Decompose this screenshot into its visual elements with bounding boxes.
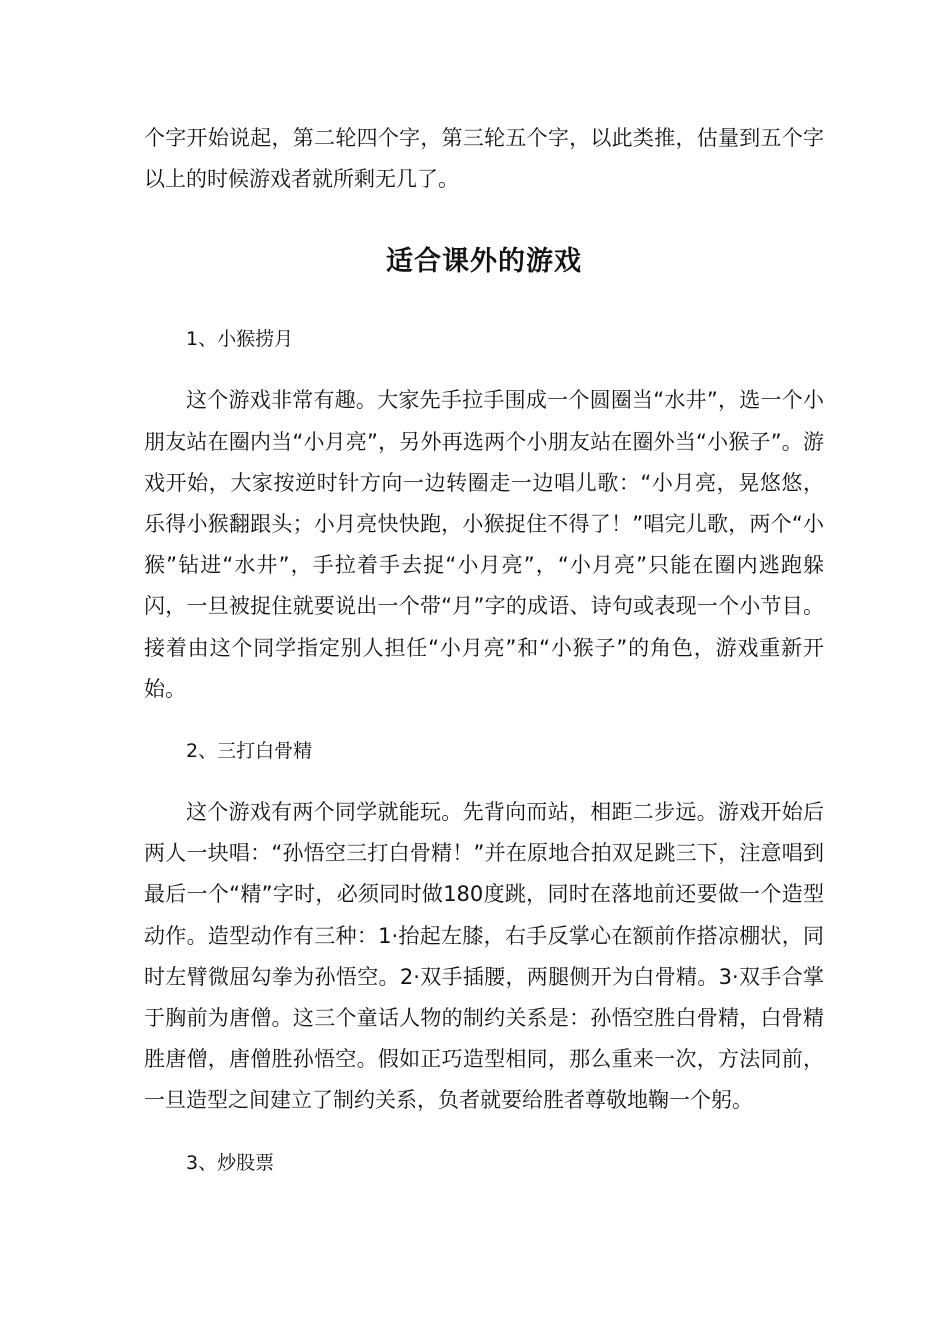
game-body-2: 这个游戏有两个同学就能玩。先背向而站，相距二步远。游戏开始后两人一块唱：“孙悟空三打白骨精！”并在原地合拍双足跳三下，注意唱到最后一个“精”字时，必须同时做180度跳，同时在落地前还要做一个造型动作。造型动作有三种：1·抬起左膝，右手反掌心在额前作搭凉棚状，同时左臂微屈勾拳为孙悟空。2·双手插腰，两腿侧开为白骨精。3·双手合掌于胸前为唐僧。这三个童话人物的制约关系是：孙悟空胜白骨精，白骨精胜唐僧，唐僧胜孙悟空。假如正巧造型相同，那么重来一次，方法同前，一旦造型之间建立了制约关系，负者就要给胜者尊敬地鞠一个躬。 bbox=[144, 800, 824, 1113]
document-page bbox=[144, 118, 824, 1178]
section-title: 适合课外的游戏 bbox=[386, 246, 582, 278]
game-body-1: 这个游戏非常有趣。大家先手拉手围成一个圆圈当“水井”，选一个小朋友站在圈内当“小月亮”，另外再选两个小朋友站在圈外当“小猴子”。游戏开始，大家按逆时针方向一边转圈走一边唱儿歌：“小月亮，晃悠悠，乐得小猴翻跟头；小月亮快快跑，小猴捉住不得了！”唱完儿歌，两个“小猴”钻进“水井”，手拉着手去捉“小月亮”，“小月亮”只能在圈内逃跑躲闪，一旦被捉住就要说出一个带“月”字的成语、诗句或表现一个小节目。接着由这个同学指定别人担任“小月亮”和“小猴子”的角色，游戏重新开始。 bbox=[144, 388, 824, 701]
game-heading-3: 3、炒股票 bbox=[186, 1151, 275, 1174]
game-heading-1: 1、小猴捞月 bbox=[186, 328, 294, 351]
game-heading-2: 2、三打白骨精 bbox=[186, 740, 313, 763]
intro-paragraph: 个字开始说起，第二轮四个字，第三轮五个字，以此类推，估量到五个字以上的时候游戏者就所剩无几了。 bbox=[144, 126, 824, 192]
